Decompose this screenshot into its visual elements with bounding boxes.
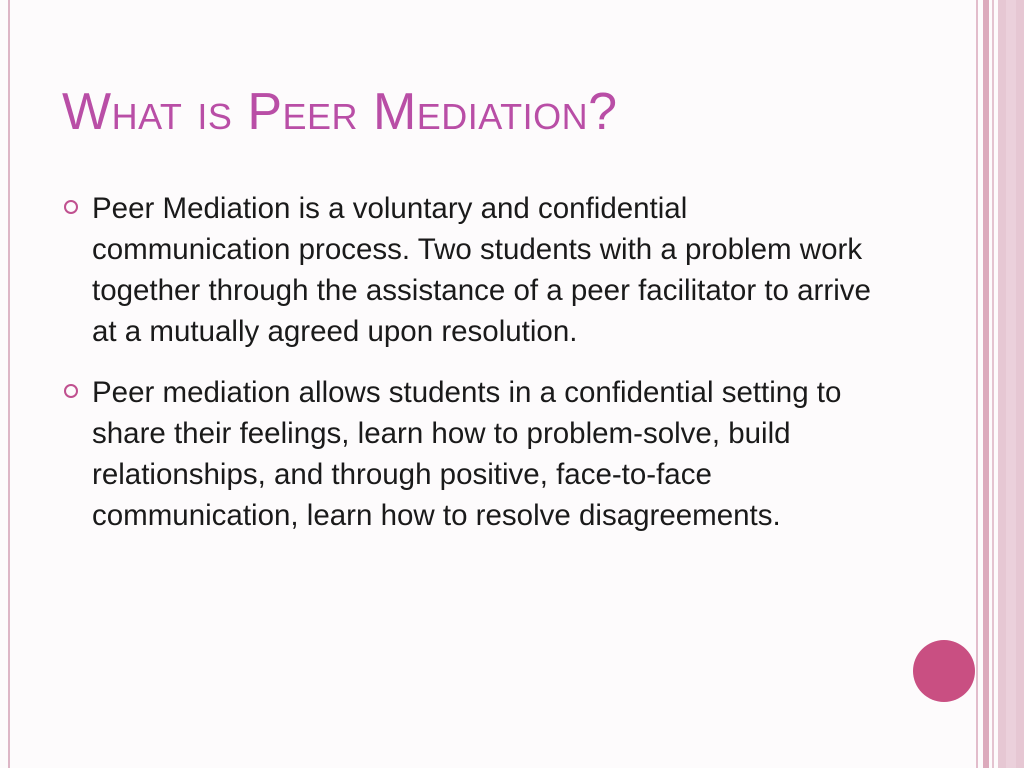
stripe	[1006, 0, 1016, 768]
stripe	[983, 0, 989, 768]
bullet-text: Peer mediation allows students in a confidential setting to share their feelings, learn how to problem-solve, build relationships, and through positive, face-to-face communication, learn how to resolve disagreements.	[92, 376, 842, 532]
bullet-text: Peer Mediation is a voluntary and confidential communication process. Two students with a problem work together through the assistance of a peer facilitator to arrive at a mutually agreed upon resolution.	[92, 192, 871, 348]
stripe	[992, 0, 994, 768]
bullet-list	[62, 188, 882, 556]
stripe	[976, 0, 978, 768]
bullet-item	[62, 188, 882, 352]
ring-bullet-icon	[64, 384, 78, 398]
right-decorative-stripes	[976, 0, 1024, 768]
filled-circle-icon	[913, 640, 975, 702]
bullet-item	[62, 372, 882, 536]
left-border-line	[8, 0, 10, 768]
ring-bullet-icon	[64, 200, 78, 214]
slide-title: What is Peer Mediation?	[62, 83, 618, 141]
